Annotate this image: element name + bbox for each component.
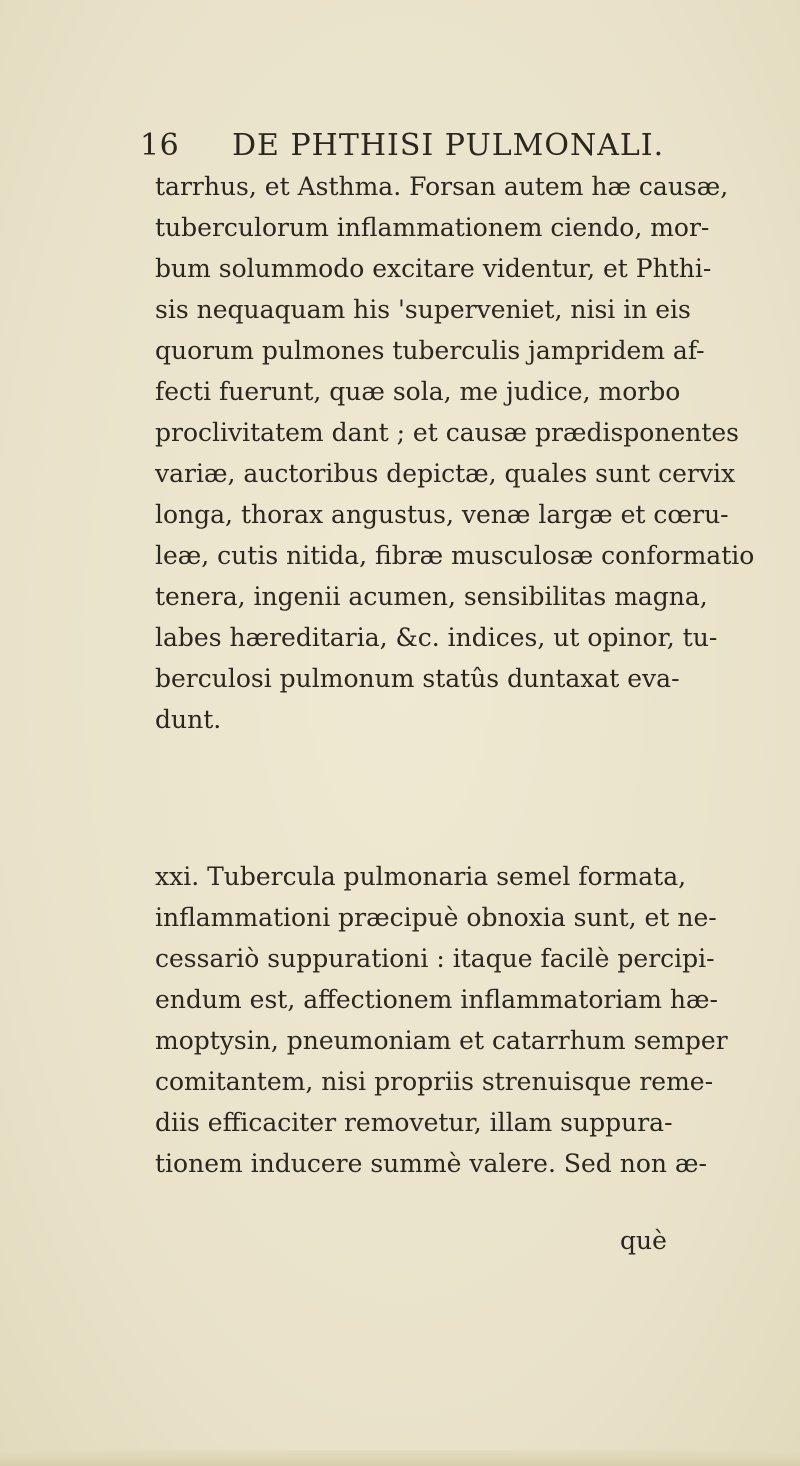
text-line: fecti fuerunt, quæ sola, me judice, morbo — [155, 377, 681, 406]
text-line: labes hæreditaria, &c. indices, ut opinor, tu- — [155, 623, 718, 652]
text-line: leæ, cutis nitida, fibræ musculosæ conformatio — [155, 541, 755, 570]
text-line: variæ, auctoribus depictæ, quales sunt cervix — [155, 459, 736, 488]
text-line: sis nequaquam his 'superveniet, nisi in eis — [155, 295, 691, 324]
text-line: cessariò suppurationi : itaque facilè percipi- — [155, 944, 715, 973]
catchword: què — [620, 1226, 667, 1255]
text-line: berculosi pulmonum statûs duntaxat eva- — [155, 664, 680, 693]
text-line: moptysin, pneumoniam et catarrhum semper — [155, 1026, 728, 1055]
text-line: inflammationi præcipuè obnoxia sunt, et ne- — [155, 903, 717, 932]
text-line: tuberculorum inflammationem ciendo, mor- — [155, 213, 710, 242]
text-line: endum est, affectionem inflammatoriam hæ- — [155, 985, 718, 1014]
text-line: tarrhus, et Asthma. Forsan autem hæ causæ, — [155, 172, 729, 201]
running-title: DE PHTHISI PULMONALI. — [232, 128, 665, 163]
text-line: diis efficaciter removetur, illam suppura- — [155, 1108, 673, 1137]
text-line: tenera, ingenii acumen, sensibilitas magna, — [155, 582, 708, 611]
text-line: quorum pulmones tuberculis jampridem af- — [155, 336, 705, 365]
text-line: dunt. — [155, 705, 222, 734]
text-line: bum solummodo excitare videntur, et Phthi- — [155, 254, 712, 283]
page-header — [140, 128, 700, 172]
text-line: comitantem, nisi propriis strenuisque reme- — [155, 1067, 714, 1096]
page-bottom-edge — [0, 1450, 800, 1466]
text-line: longa, thorax angustus, venæ largæ et cœru- — [155, 500, 729, 529]
page-number: 16 — [140, 128, 180, 163]
text-line: proclivitatem dant ; et causæ prædisponentes — [155, 418, 740, 447]
text-line: xxi. Tubercula pulmonaria semel formata, — [155, 862, 687, 891]
text-line: tionem inducere summè valere. Sed non æ- — [155, 1149, 707, 1178]
